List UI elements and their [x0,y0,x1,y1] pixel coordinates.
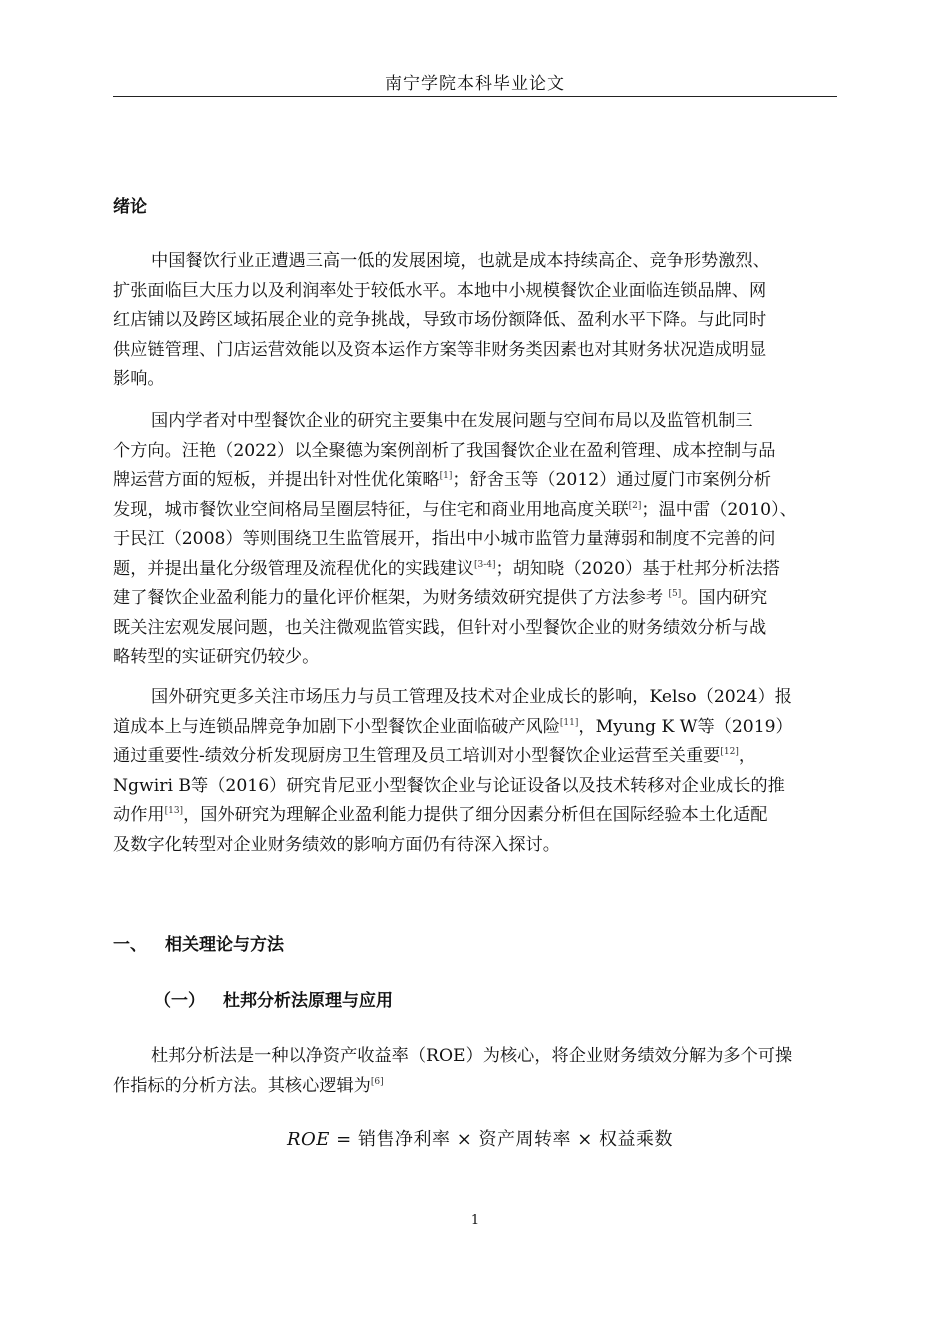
text-line: 略转型的实证研究仍较少。 [113,647,320,667]
page-header: 南宁学院本科毕业论文 [385,74,565,94]
text-run: 动作用 [113,805,165,825]
text-run: ；胡知晓（2020）基于杜邦分析法搭 [495,558,780,579]
text-line [113,496,841,526]
text-run: 发现，城市餐饮业空间格局呈圈层特征，与住宅和商业用地高度关联 [113,499,629,520]
text-line: 个方向。汪艳（2022）以全聚德为案例剖析了我国餐饮企业在盈利管理、成本控制与品 [113,440,776,461]
intro-paragraph-2 [113,407,841,673]
intro-heading: 绪论 [113,197,147,217]
dupont-paragraph [113,1042,841,1101]
text-line [113,466,841,496]
text-run: ；舒舍玉等（2012）通过厦门市案例分析 [452,470,772,490]
text-line: 于民江（2008）等则围绕卫生监管展开，指出中小城市监管力量薄弱和制度不完善的问 [113,529,776,549]
text-line [113,555,841,585]
text-run: 通过重要性-绩效分析发现厨房卫生管理及员工培训对小型餐饮企业运营至关重要 [113,746,721,766]
text-line [113,801,841,831]
formula-lhs: ROE [287,1129,330,1150]
text-line: 既关注宏观发展问题，也关注微观监管实践，但针对小型餐饮企业的财务绩效分析与战 [113,617,767,638]
roe-formula [287,1125,673,1155]
text-run: 。国内研究 [681,588,768,608]
text-line: 国外研究更多关注市场压力与员工管理及技术对企业成长的影响，Kelso（2024）报 [151,687,792,707]
subsection-heading [154,990,393,1012]
text-line [113,742,841,772]
section-number: 一、 [113,935,147,955]
text-line: 及数字化转型对企业财务绩效的影响方面仍有待深入探讨。 [113,834,560,855]
text-run: 建了餐饮企业盈利能力的量化评价框架，为财务绩效研究提供了方法参考 [113,588,669,608]
text-line [113,584,841,614]
citation-ref[interactable]: [1] [439,471,453,481]
text-line: 红店铺以及跨区域拓展企业的竞争挑战，导致市场份额降低、盈利水平下降。与此同时 [113,310,767,330]
text-run: 牌运营方面的短板，并提出针对性优化策略 [113,470,440,490]
text-line: 影响。 [113,369,165,389]
header-rule [113,96,837,97]
intro-paragraph-1 [113,247,841,395]
text-run: 作指标的分析方法。其核心逻辑为 [113,1075,371,1096]
text-run: ；温中雷（2010）、 [641,499,797,520]
text-line [113,713,841,743]
page-number: 1 [470,1213,480,1228]
text-run: ，Myung K W等（2019） [578,716,793,737]
text-line: 供应链管理、门店运营效能以及资本运作方案等非财务类因素也对其财务状况造成明显 [113,339,767,360]
text-line: 杜邦分析法是一种以净资产收益率（ROE）为核心，将企业财务绩效分解为多个可操 [151,1046,793,1066]
text-line: 国内学者对中型餐饮企业的研究主要集中在发展问题与空间布局以及监管机制三 [151,411,753,431]
section-heading [113,934,284,956]
text-run: 题，并提出量化分级管理及流程优化的实践建议 [113,558,474,579]
citation-ref[interactable]: [2] [628,500,642,511]
text-run: ，国外研究为理解企业盈利能力提供了细分因素分析但在国际经验本土化适配 [183,805,768,825]
citation-ref[interactable]: [13] [164,806,184,816]
text-line [113,1072,841,1102]
citation-ref[interactable]: [6] [370,1076,384,1087]
text-line: 中国餐饮行业正遭遇三高一低的发展困境，也就是成本持续高企、竞争形势激烈、 [151,251,770,271]
formula-rhs: = 销售净利率 × 资产周转率 × 权益乘数 [329,1129,674,1150]
citation-ref[interactable]: [12] [720,747,739,757]
text-line: Ngwiri B等（2016）研究肯尼亚小型餐饮企业与论证设备以及技术转移对企业成长的推 [113,775,785,796]
subsection-title: 杜邦分析法原理与应用 [223,991,393,1011]
section-title: 相关理论与方法 [165,935,284,955]
text-run: ， [738,746,757,766]
citation-ref[interactable]: [11] [559,717,579,728]
citation-ref[interactable]: [3-4] [473,559,496,570]
citation-ref[interactable]: [5] [668,589,682,599]
text-run: 道成本上与连锁品牌竞争加剧下小型餐饮企业面临破产风险 [113,716,560,737]
text-line: 扩张面临巨大压力以及利润率处于较低水平。本地中小规模餐饮企业面临连锁品牌、网 [113,280,767,301]
subsection-number: （一） [154,991,205,1011]
intro-paragraph-3 [113,683,841,860]
